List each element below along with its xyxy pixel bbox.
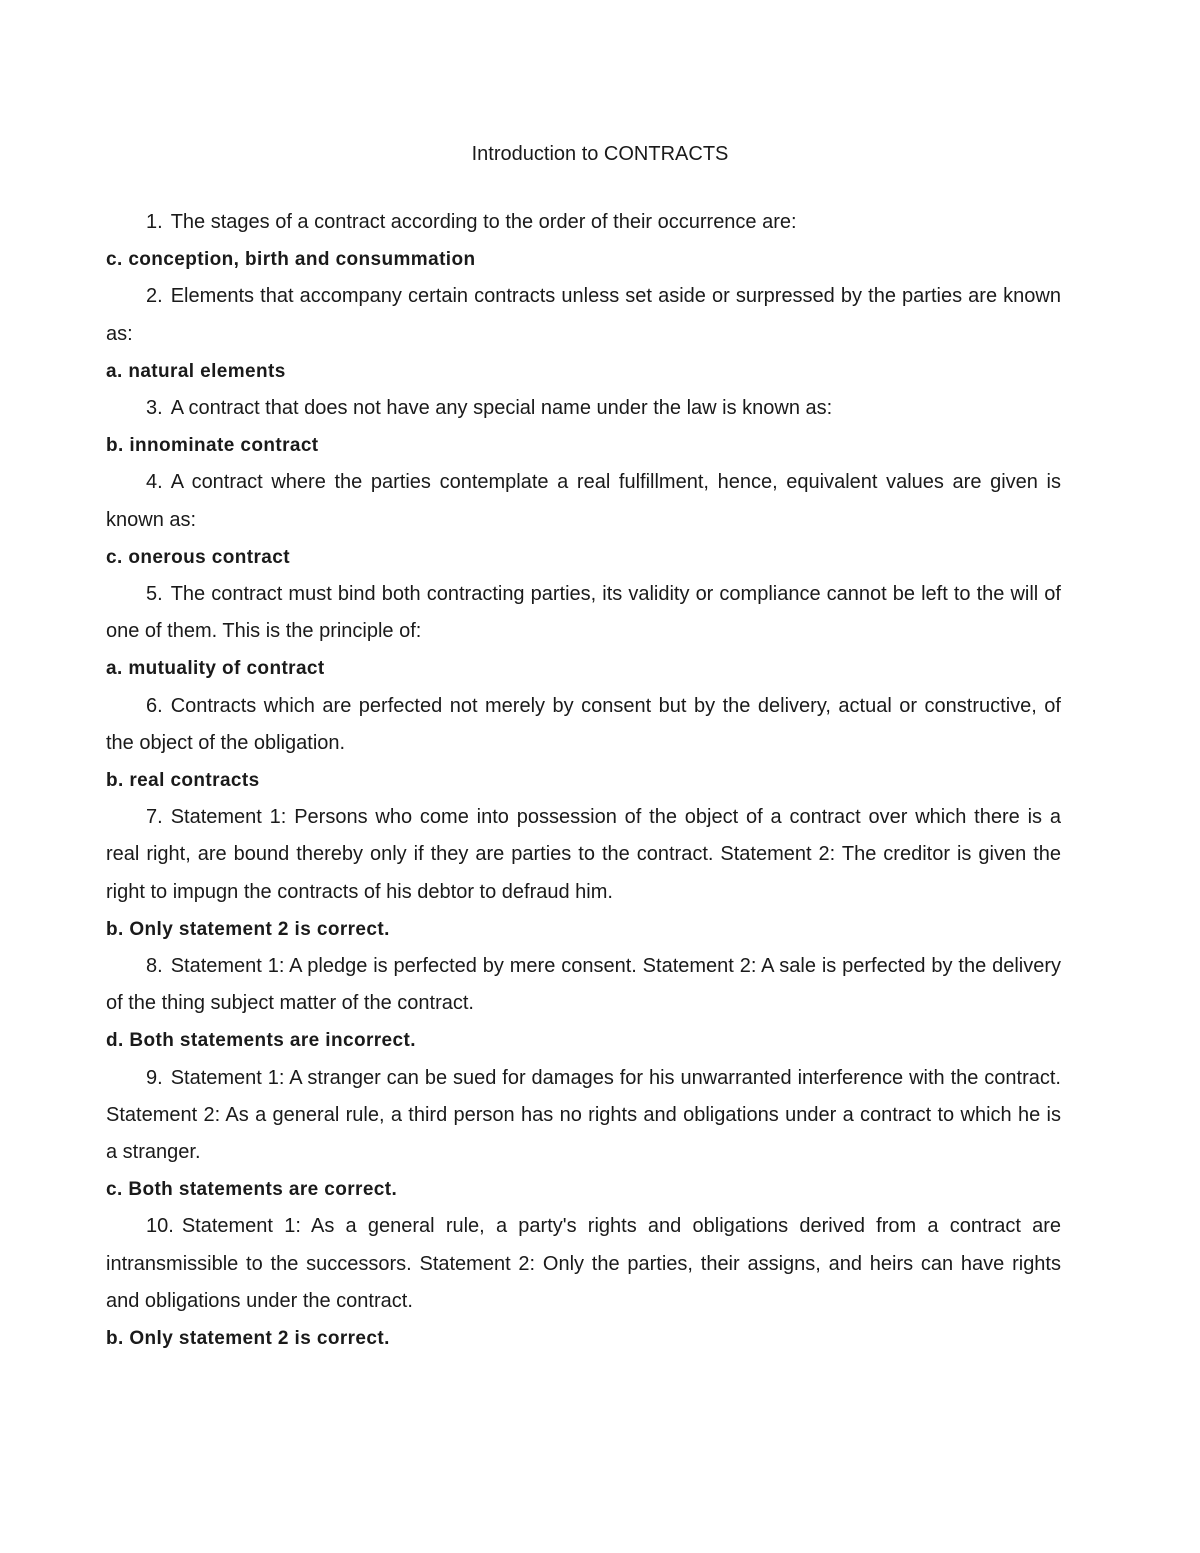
question-number: 9. <box>146 1066 163 1089</box>
question-list <box>106 204 1061 1357</box>
question-number: 8. <box>146 955 163 978</box>
question-number: 10. <box>146 1215 174 1238</box>
answer-10: b. Only statement 2 is correct. <box>106 1328 390 1350</box>
answer-6: b. real contracts <box>106 770 260 792</box>
question-text: Statement 1: A stranger can be sued for damages for his unwarranted interference with the contract. Statement 2: As a general rule, a third person has no rights and obligations under a contract to which he is a stranger. <box>106 1066 1061 1164</box>
question-text: The stages of a contract according to the order of their occurrence are: <box>170 211 797 233</box>
question-7 <box>106 799 1061 911</box>
question-5 <box>106 576 1061 650</box>
question-text: A contract where the parties contemplate a real fulfillment, hence, equivalent values are given is known as: <box>106 471 1061 531</box>
question-1 <box>106 204 1061 241</box>
question-text: Statement 1: Persons who come into possession of the object of a contract over which there is a real right, are bound thereby only if they are parties to the contract. Statement 2: The creditor is given the right to impugn the contracts of his debtor to defraud him. <box>106 806 1061 903</box>
question-number: 7. <box>146 806 163 829</box>
answer-3: b. innominate contract <box>106 435 319 457</box>
question-2 <box>106 278 1061 352</box>
question-text: A contract that does not have any special name under the law is known as: <box>170 397 833 420</box>
question-4 <box>106 464 1061 538</box>
answer-7: b. Only statement 2 is correct. <box>106 918 390 940</box>
question-9 <box>106 1060 1061 1172</box>
question-10 <box>106 1208 1061 1320</box>
answer-4: c. onerous contract <box>106 546 290 568</box>
question-text: Statement 1: A pledge is perfected by mere consent. Statement 2: A sale is perfected by the delivery of the thing subject matter of the contract. <box>106 955 1061 1015</box>
question-6 <box>106 688 1061 762</box>
question-number: 2. <box>146 285 163 308</box>
answer-2: a. natural elements <box>106 360 286 382</box>
answer-8: d. Both statements are incorrect. <box>106 1030 416 1052</box>
answer-5: a. mutuality of contract <box>106 658 325 680</box>
question-8 <box>106 948 1061 1022</box>
answer-1: c. conception, birth and consummation <box>106 249 476 271</box>
question-3 <box>106 390 1061 427</box>
answer-9: c. Both statements are correct. <box>106 1179 398 1201</box>
question-number: 5. <box>146 583 163 606</box>
question-number: 1. <box>146 211 163 233</box>
question-text: The contract must bind both contracting parties, its validity or compliance cannot be left to the will of one of them. This is the principle of: <box>106 583 1061 643</box>
question-text: Contracts which are perfected not merely by consent but by the delivery, actual or constructive, of the object of the obligation. <box>106 694 1061 754</box>
question-number: 3. <box>146 397 163 420</box>
question-text: Elements that accompany certain contracts unless set aside or surpressed by the parties are known as: <box>106 285 1061 345</box>
question-number: 6. <box>146 694 163 717</box>
question-number: 4. <box>146 471 163 494</box>
question-text: Statement 1: As a general rule, a party's rights and obligations derived from a contract are intransmissible to the successors. Statement 2: Only the parties, their assigns, and heirs can have rights and obligations under the contract. <box>106 1215 1061 1312</box>
document-title: Introduction to CONTRACTS <box>471 143 729 165</box>
